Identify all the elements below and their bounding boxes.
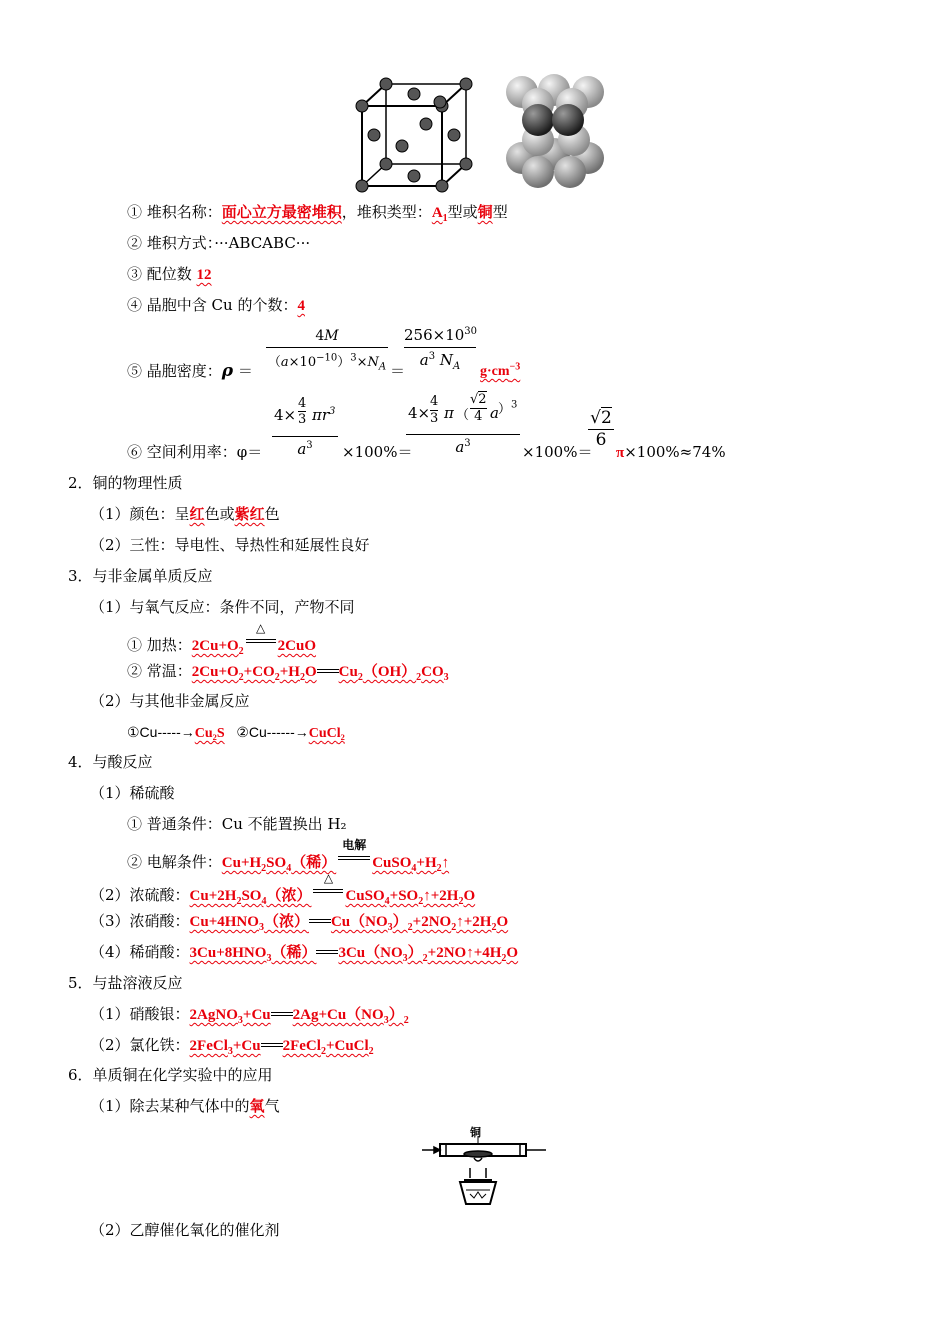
utilization-fraction-3: √2 6 bbox=[588, 408, 614, 450]
utilization-fraction-2: 4× 4 3 π （ √2 4 a ）$^3$ $a^3$ bbox=[406, 392, 520, 456]
heating-reaction-line: ① 加热：$2Cu+O_2$ △ 2CuO bbox=[127, 621, 317, 657]
density-fraction-1: 4M $(a\times 10^{-10})^3\times N_A$ bbox=[267, 328, 387, 373]
electrolysis-condition: 电解 bbox=[342, 838, 367, 852]
color-purple-red: 紫红 bbox=[234, 507, 265, 523]
copper-tube-apparatus-figure bbox=[420, 1134, 550, 1210]
utilization-tail: π×100%≈74% bbox=[616, 443, 726, 461]
section-6-title: 6．单质铜在化学实验中的应用 bbox=[68, 1066, 273, 1084]
section-4-title: 4．与酸反应 bbox=[68, 753, 153, 771]
heat-condition: △ bbox=[256, 621, 266, 635]
packing-type: $A_1$ bbox=[431, 205, 448, 224]
conc-nitric-line: （3）浓硝酸：$Cu+4HNO_3$（浓） $Cu(NO_3)_2+2NO_2↑+2H_2O$ bbox=[90, 912, 509, 933]
cu-nonmetal-products-line: ①Cu-----→Cu₂S ②Cu------→CuCl₂ bbox=[127, 724, 345, 741]
silver-nitrate-line: （1）硝酸银：2AgNO$_3$+Cu $2Ag+Cu(NO_3)_2$ bbox=[90, 1005, 409, 1026]
label-text: 型 bbox=[492, 203, 508, 221]
utilization-fraction-1: 4× 4 3 $\pi r^3$ $a^3$ bbox=[272, 396, 338, 458]
density-unit: $g\cdot cm^{-3}$ bbox=[480, 361, 521, 379]
atom-count-line: ④ 晶胞中含 Cu 的个数：4 bbox=[127, 296, 305, 314]
heat-condition: △ bbox=[323, 871, 334, 885]
label-text: 型或 bbox=[447, 203, 478, 221]
percent-text: ×100%＝ bbox=[342, 443, 413, 461]
atom-count: 4 bbox=[297, 298, 305, 314]
properties-line: （2）三性：导电性、导热性和延展性良好 bbox=[90, 536, 370, 554]
dilute-sulfuric-line: （1）稀硫酸 bbox=[90, 784, 175, 802]
stacked-spheres-figure bbox=[502, 74, 612, 192]
normal-condition-line: ① 普通条件：Cu 不能置换出 H₂ bbox=[127, 815, 347, 833]
space-utilization-label: ⑥ 空间利用率：φ＝ bbox=[127, 443, 263, 461]
rho-symbol: ρ bbox=[221, 361, 234, 381]
cucl2-product: CuCl₂ bbox=[308, 726, 345, 741]
ethanol-catalyst-line: （2）乙醇催化氧化的催化剂 bbox=[90, 1221, 280, 1239]
other-nonmetal-line: （2）与其他非金属反应 bbox=[90, 692, 250, 710]
coordination-line: ③ 配位数 12 bbox=[127, 265, 212, 283]
oxygen-red: 氧 bbox=[249, 1099, 265, 1115]
room-temp-reaction-line: ② 常温：$2Cu+O_2+CO_2+H_2O$ $Cu_2(OH)_2CO_3$ bbox=[127, 662, 449, 683]
ferric-chloride-line: （2）氯化铁：2FeCl$_3$+Cu 2FeCl$_2$+CuCl$_2$ bbox=[90, 1036, 374, 1057]
label-text: ① 堆积名称： bbox=[127, 203, 222, 221]
color-line: （1）颜色：呈红色或紫红色 bbox=[90, 505, 280, 523]
section-5-title: 5．与盐溶液反应 bbox=[68, 974, 183, 992]
remove-oxygen-line: （1）除去某种气体中的氧气 bbox=[90, 1097, 280, 1115]
coordination-number: 12 bbox=[196, 267, 212, 283]
document-page: ① 堆积名称：面心立方最密堆积，堆积类型：$A_1$型或铜型 ② 堆积方式：···ABCABC··· ③ 配位数 12 ④ 晶胞中含 Cu 的个数：4 ⑤ 晶胞密度：ρ ＝ 4M $(a\times 10^{-10})^3\times N_A$ ＝ $256\times 10^{30}$ $a^3$ $N_A$ $g\cdot cm^{-3}$ ⑥ 空间利用率：φ＝ 4× 4 3 $\pi r^3$ $a^3$ ×100%＝ 4× 4 3 π （ √2 4 a ）$^3$ $a^3$ ×100%＝ √2 6 π×100%≈74% 2．铜的物理性质 （1）颜色：呈红色或紫红色 （2）三性：导电性、导热性和延展性良好 3．与非金属单质反应 （1）与氧气反应：条件不同，产物不同 ① 加热：$2Cu+O_2$ △ 2CuO ② 常温：$2Cu+O_2+CO_2+H_2O$ $Cu_2(OH)_2CO_3$ （2）与其他非金属反应 ①Cu-----→Cu₂S ②Cu------→CuCl₂ 4．与酸反应 （1）稀硫酸 ① 普通条件：Cu 不能置换出 H₂ ② 电解条件：$Cu+H_2SO_4$（稀） 电解 $CuSO_4+H_2↑$ （2）浓硫酸：$Cu+2H_2SO_4$（浓） △ $CuSO_4+SO_2↑+2H_2O$ （3）浓硝酸：$Cu+4HNO_3$（浓） $Cu(NO_3)_2+2NO_2↑+2H_2O$ （4）稀硝酸：$3Cu+8HNO_3$（稀） $3Cu(NO_3)_2+2NO↑+4H_2O$ 5．与盐溶液反应 （1）硝酸银：2AgNO$_3$+Cu $2Ag+Cu(NO_3)_2$ （2）氯化铁：2FeCl$_3$+Cu 2FeCl$_2$+CuCl$_2$ 6．单质铜在化学实验中的应用 （1）除去某种气体中的氧气 铜 （2）乙醇催化氧化的催化剂 bbox=[0, 0, 950, 1344]
density-label: ⑤ 晶胞密度：ρ ＝ bbox=[127, 361, 253, 381]
oxygen-reaction-line: （1）与氧气反应：条件不同，产物不同 bbox=[90, 598, 355, 616]
electrolysis-line: ② 电解条件：$Cu+H_2SO_4$（稀） 电解 $CuSO_4+H_2↑$ bbox=[127, 838, 450, 874]
density-fraction-2: $256\times 10^{30}$ $a^3$ $N_A$ bbox=[404, 326, 478, 372]
conc-sulfuric-line: （2）浓硫酸：$Cu+2H_2SO_4$（浓） △ $CuSO_4+SO_2↑+2H_2O$ bbox=[90, 871, 476, 907]
dilute-nitric-line: （4）稀硝酸：$3Cu+8HNO_3$（稀） $3Cu(NO_3)_2+2NO↑+4H_2O$ bbox=[90, 943, 519, 964]
packing-name: 面心立方最密堆积 bbox=[221, 205, 342, 221]
section-3-title: 3．与非金属单质反应 bbox=[68, 567, 213, 585]
apparatus-label: 铜 bbox=[470, 1126, 481, 1139]
color-red: 红 bbox=[189, 507, 205, 523]
packing-mode-line: ② 堆积方式：···ABCABC··· bbox=[127, 234, 311, 252]
label-text: ，堆积类型： bbox=[341, 203, 432, 221]
packing-type-cu: 铜 bbox=[477, 205, 493, 221]
fcc-unit-cell-figure bbox=[352, 74, 482, 198]
packing-name-line bbox=[127, 202, 508, 223]
cu2s-product: Cu₂S bbox=[194, 726, 225, 741]
section-2-title: 2．铜的物理性质 bbox=[68, 474, 183, 492]
